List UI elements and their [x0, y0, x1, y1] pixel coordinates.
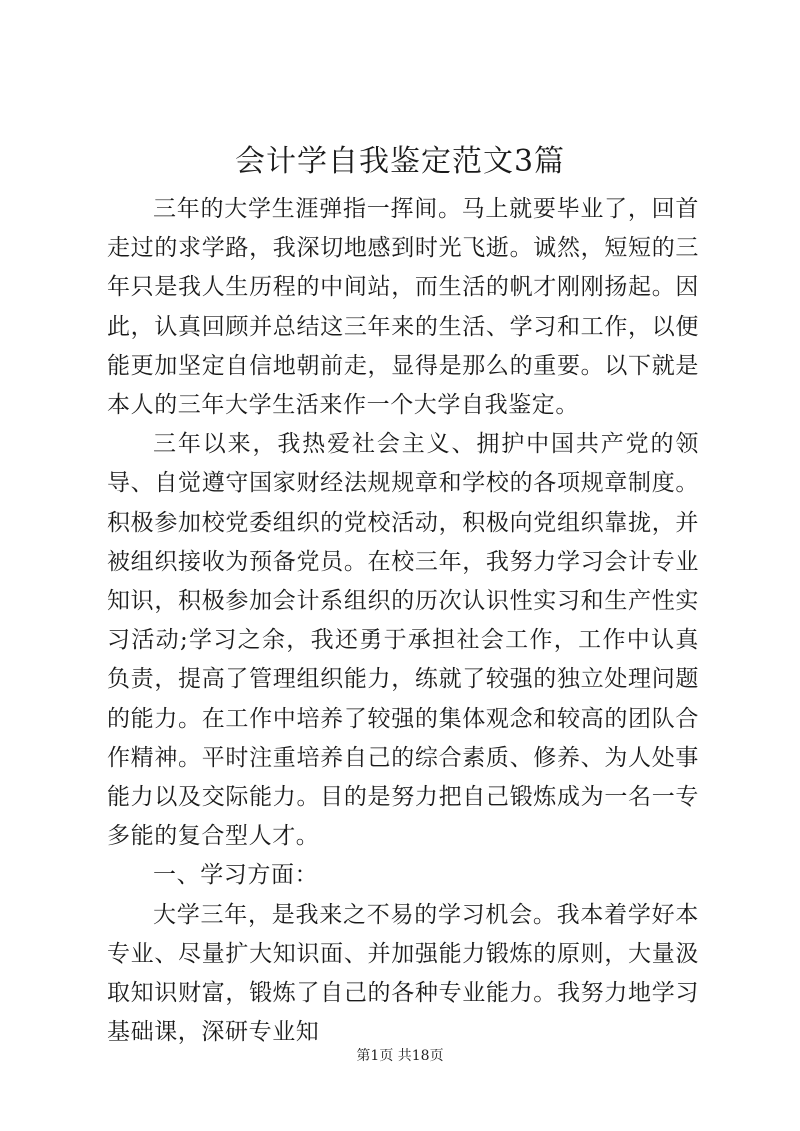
section-heading-study: 一、学习方面： — [153, 862, 319, 889]
page-number-footer: 第1页 共18页 — [356, 1048, 444, 1064]
paragraph-study: 大学三年，是我来之不易的学习机会。我本着学好本专业、尽量扩大知识面、并加强能力锻炼的原则，大量汲取知识财富，锻炼了自己的各种专业能力。我努力地学习基础课，深研专业知 — [107, 901, 699, 1046]
paragraph-intro: 三年的大学生涯弹指一挥间。马上就要毕业了，回首走过的求学路，我深切地感到时光飞逝。诚然，短短的三年只是我人生历程的中间站，而生活的帆才刚刚扬起。因此，认真回顾并总结这三年来的生活、学习和工作，以便能更加坚定自信地朝前走，显得是那么的重要。以下就是本人的三年大学生活来作一个大学自我鉴定。 — [107, 196, 699, 419]
document-title: 会计学自我鉴定范文3篇 — [234, 144, 566, 179]
document-body — [107, 190, 699, 1052]
paragraph-overview: 三年以来，我热爱社会主义、拥护中国共产党的领导、自觉遵守国家财经法规规章和学校的各项规章制度。积极参加校党委组织的党校活动，积极向党组织靠拢，并被组织接收为预备党员。在校三年，我努力学习会计专业知识，积极参加会计系组织的历次认识性实习和生产性实习活动;学习之余，我还勇于承担社会工作，工作中认真负责，提高了管理组织能力，练就了较强的独立处理问题的能力。在工作中培养了较强的集体观念和较高的团队合作精神。平时注重培养自己的综合素质、修养、为人处事能力以及交际能力。目的是努力把自己锻炼成为一名一专多能的复合型人才。 — [107, 431, 699, 850]
